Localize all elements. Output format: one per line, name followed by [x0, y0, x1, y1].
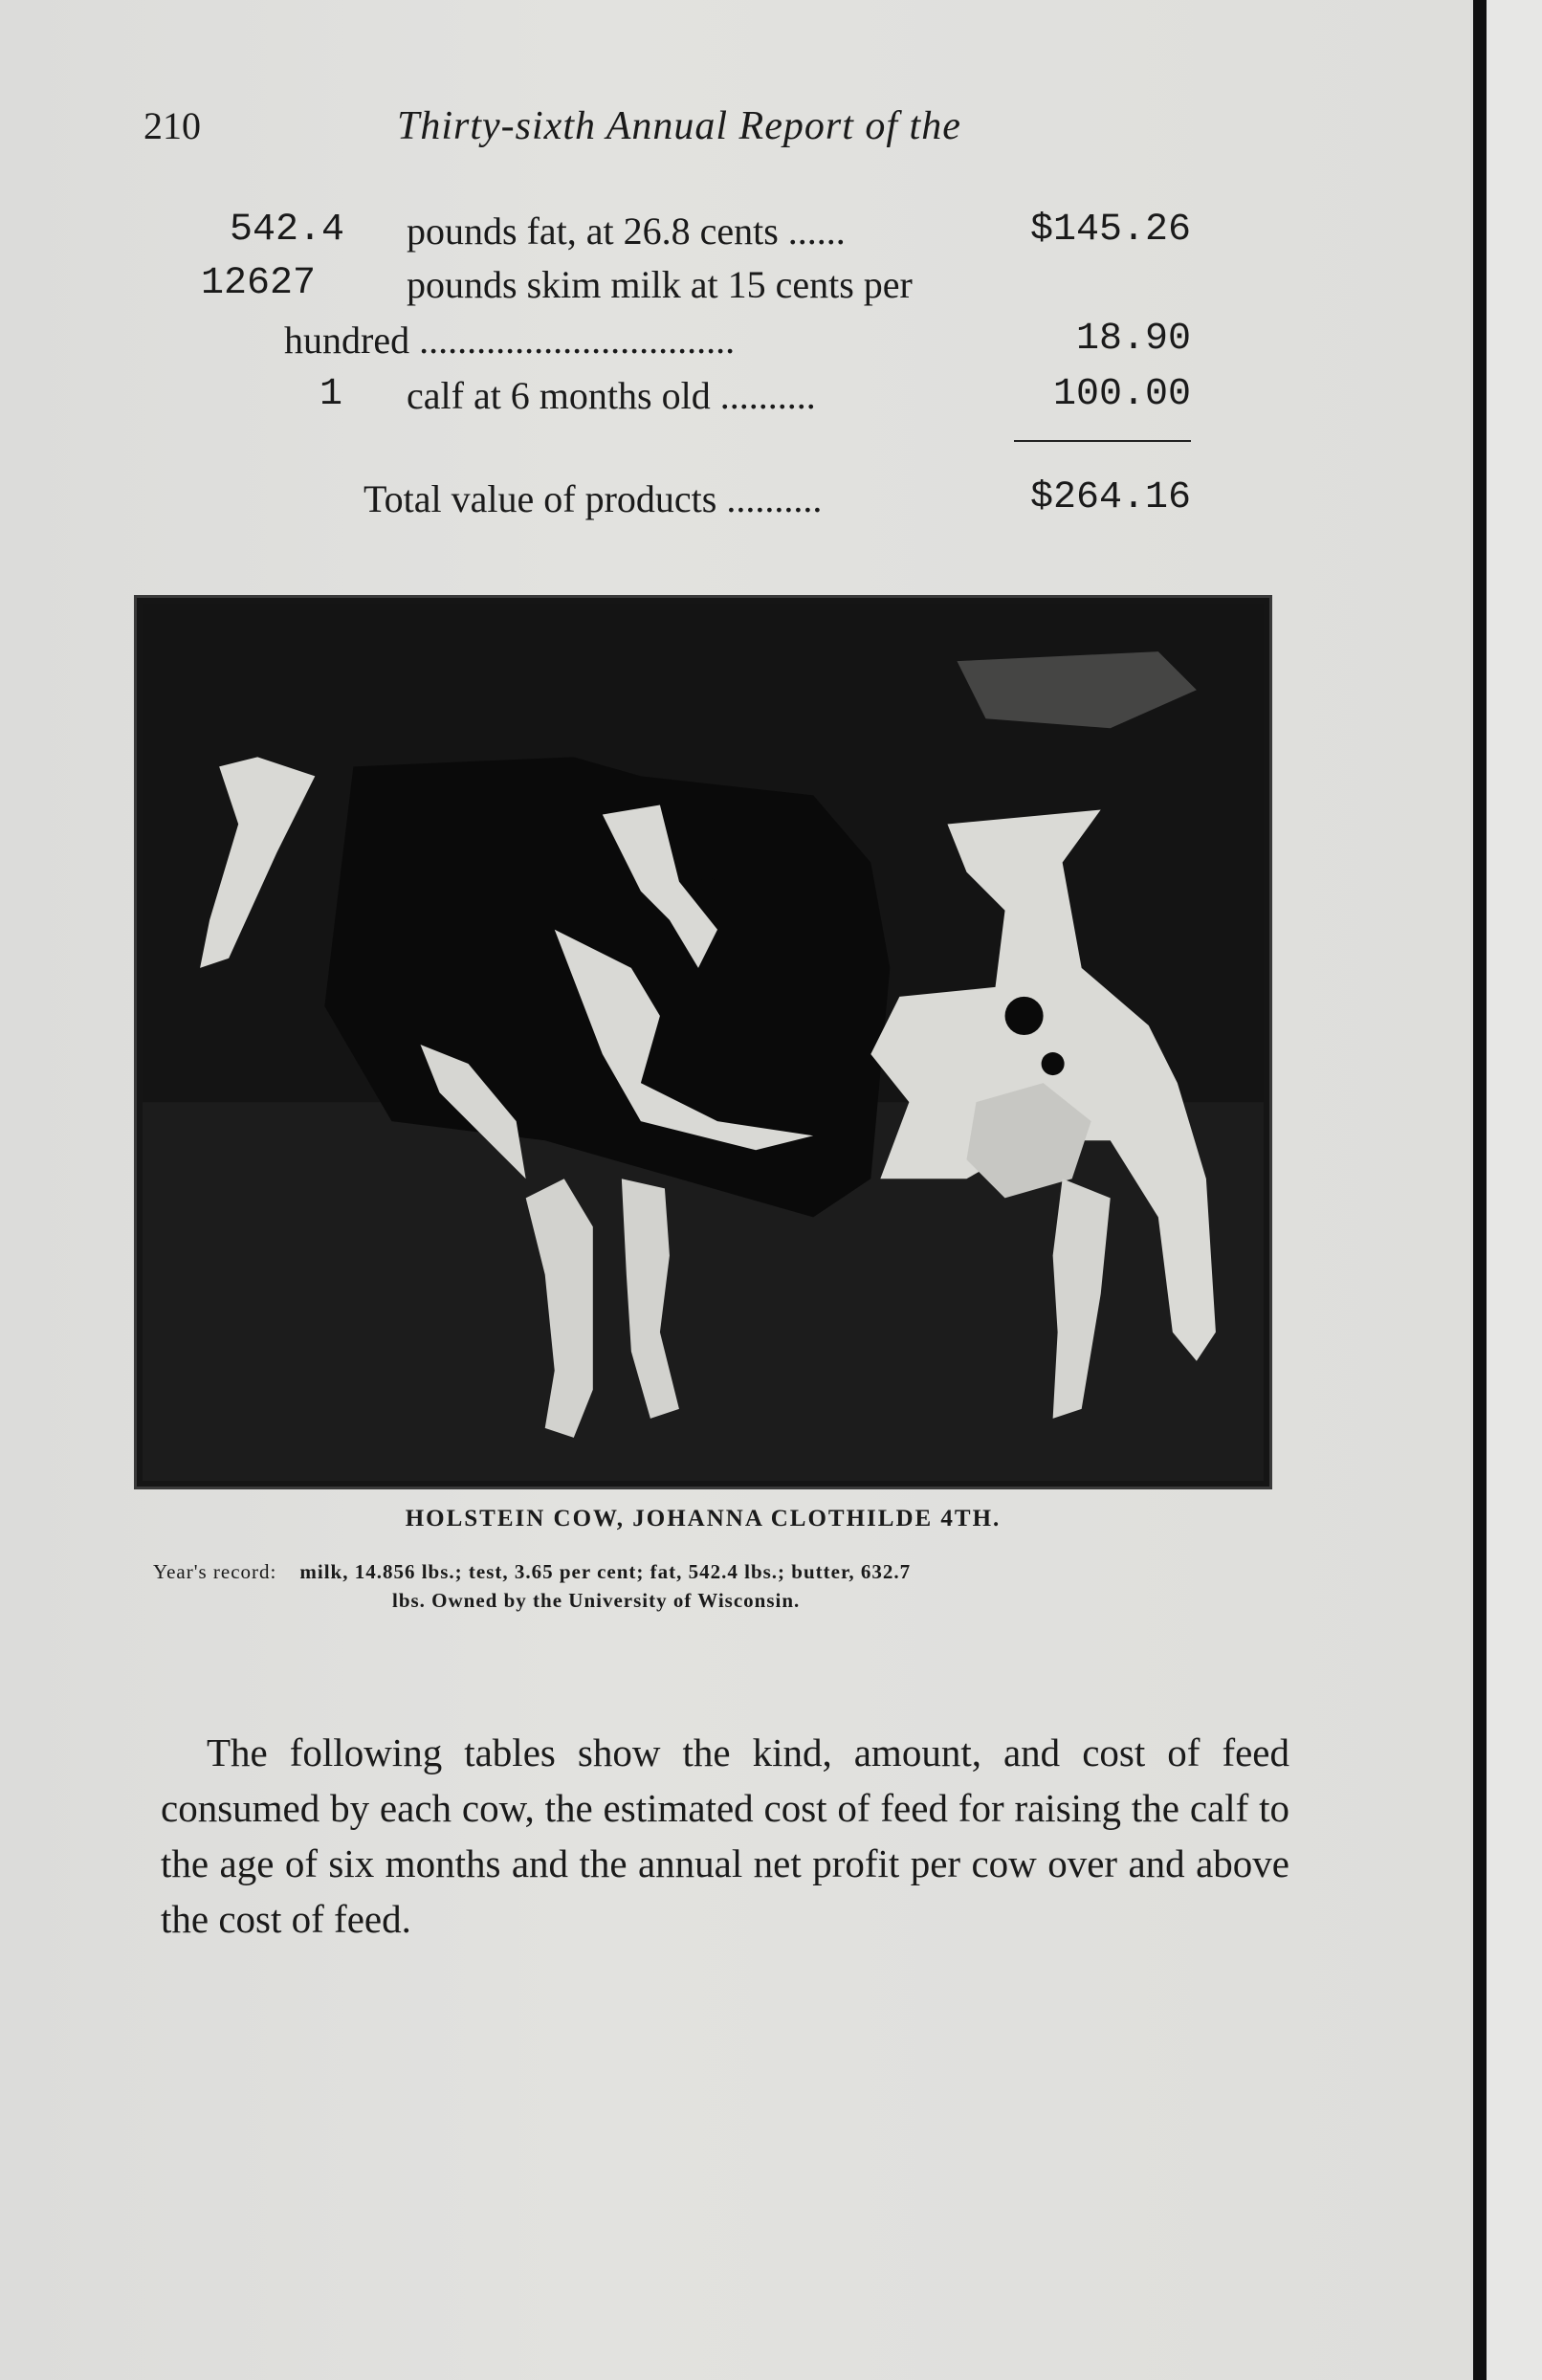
- ledger-amount: 100.00: [1052, 373, 1191, 416]
- ledger-total-row: [230, 476, 1191, 526]
- running-title: Thirty-sixth Annual Report of the: [397, 104, 961, 148]
- ledger-row: [230, 318, 1191, 367]
- ledger-amount: $145.26: [1029, 209, 1191, 252]
- ledger-desc: pounds fat, at 26.8 cents ......: [407, 209, 846, 253]
- page-margin-right: [1487, 0, 1542, 2380]
- ledger-qty: 12627: [201, 262, 317, 305]
- body-paragraph: The following tables show the kind, amount, and cost of feed consumed by each cow, the estimated cost of feed for raising the calf to the age of six months and the annual net profit per cow over and above the cost of feed.: [161, 1730, 1289, 1941]
- ledger-row: [230, 373, 1191, 423]
- record-line-2: lbs. Owned by the University of Wisconsin.: [392, 1589, 801, 1612]
- ledger-desc: hundred .................................: [284, 319, 736, 362]
- ledger-desc: calf at 6 months old ..........: [407, 374, 816, 417]
- page-header: [143, 103, 1100, 151]
- ledger-qty: 542.4: [230, 209, 345, 252]
- holstein-cow-image: [143, 604, 1264, 1481]
- total-amount: $264.16: [1029, 476, 1191, 519]
- ledger-qty: 1: [319, 373, 342, 416]
- ledger-desc: pounds skim milk at 15 cents per: [407, 263, 913, 306]
- sum-rule: [1014, 440, 1191, 442]
- record-label: Year's record:: [153, 1560, 277, 1583]
- page-number: 210: [143, 104, 201, 147]
- photo-caption-title: HOLSTEIN COW, JOHANNA CLOTHILDE 4TH.: [405, 1506, 1002, 1532]
- total-label: Total value of products ..........: [363, 477, 823, 520]
- record-line-1: milk, 14.856 lbs.; test, 3.65 per cent; fat, 542.4 lbs.; butter, 632.7: [299, 1560, 912, 1583]
- photo-caption-record: [153, 1557, 1311, 1615]
- ledger-row: [201, 262, 1191, 312]
- ledger-row: [230, 209, 1191, 258]
- page-edge-shadow: [1473, 0, 1487, 2380]
- cow-photograph: [134, 595, 1272, 1489]
- ledger-amount: 18.90: [1075, 318, 1191, 361]
